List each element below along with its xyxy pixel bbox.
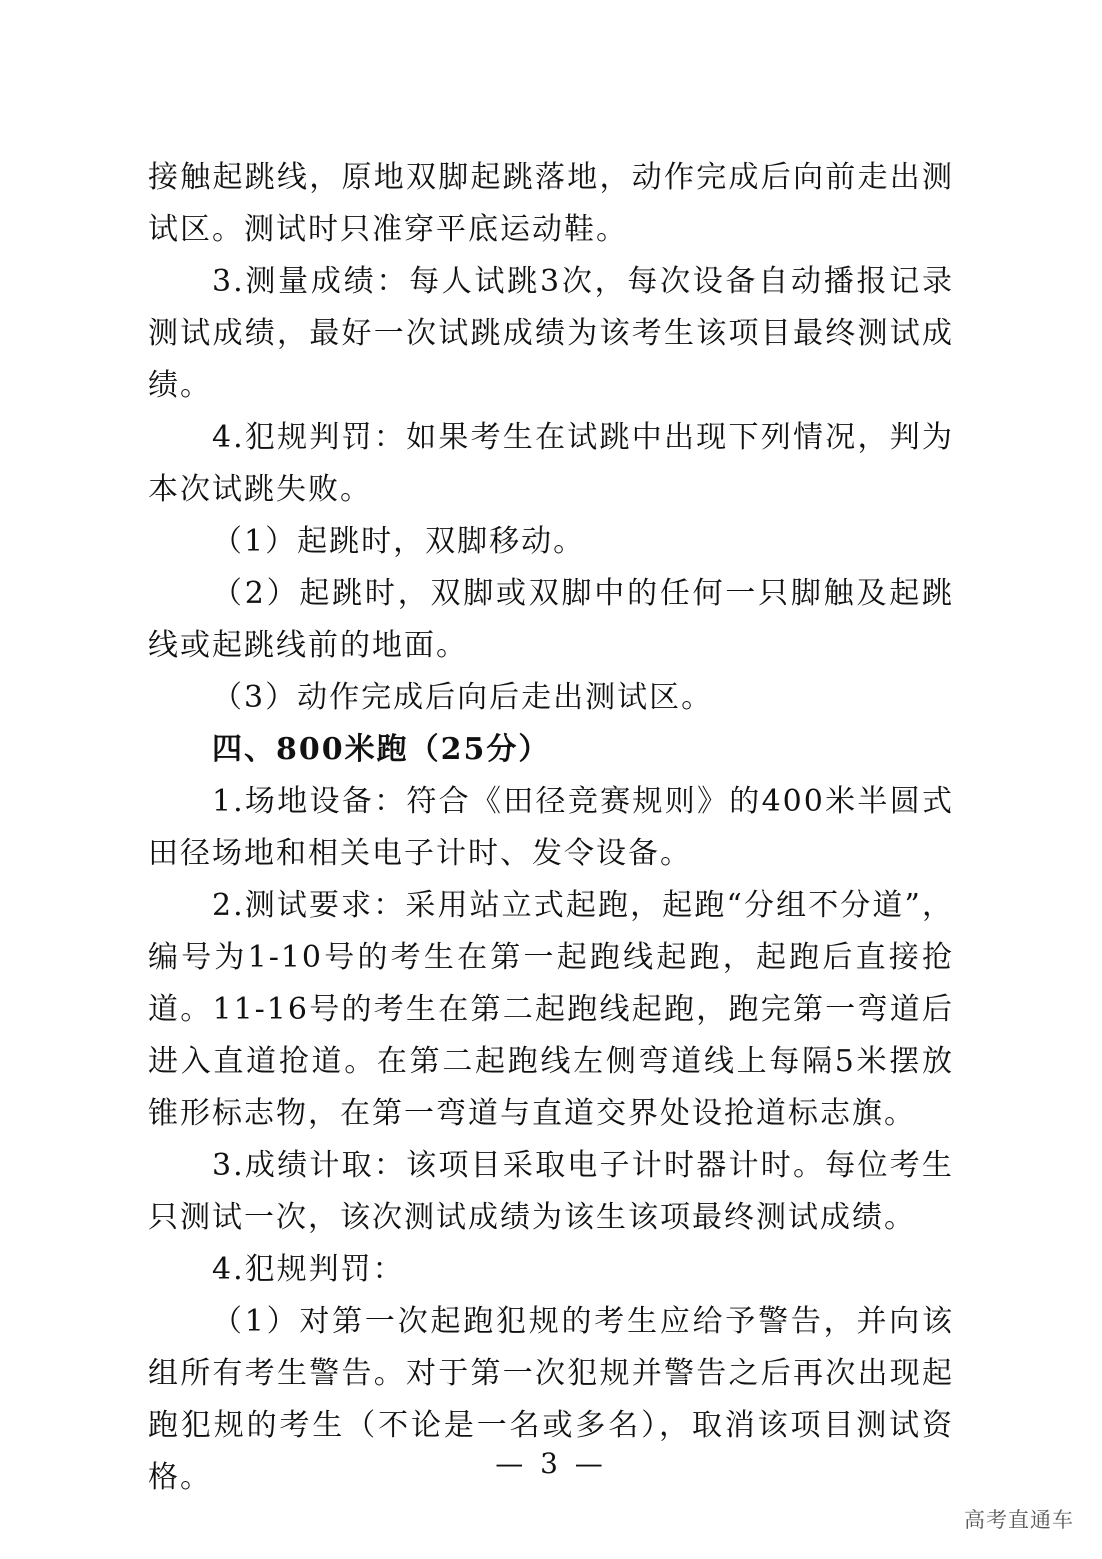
paragraph-foul-judgment: 4.犯规判罚：如果考生在试跳中出现下列情况，判为本次试跳失败。	[148, 420, 954, 507]
paragraph-score-recording: 3.成绩计取：该项目采取电子计时器计时。每位考生只测试一次，该次测试成绩为该生该项最终测试成绩。	[148, 1148, 954, 1235]
paragraph-test-requirements: 2.测试要求：采用站立式起跑，起跑“分组不分道”，编号为1-10号的考生在第一起跑线起跑，起跑后直接抢道。11-16号的考生在第二起跑线起跑，跑完第一弯道后进入直道抢道。在第二起跑线左侧弯道线上每隔5米摆放锥形标志物，在第一弯道与直道交界处设抢道标志旗。	[148, 888, 954, 1131]
paragraph-continuation: 接触起跳线，原地双脚起跳落地，动作完成后向前走出测试区。测试时只准穿平底运动鞋。	[148, 160, 954, 247]
page-number: — 3 —	[495, 1447, 607, 1480]
foul-item-start-warning: （1）对第一次起跑犯规的考生应给予警告，并向该组所有考生警告。对于第一次犯规并警告之后再次出现起跑犯规的考生（不论是一名或多名），取消该项目测试资格。	[148, 1304, 954, 1495]
section-heading-800m: 四、800米跑（25分）	[212, 732, 551, 767]
foul-item-3: （3）动作完成后向后走出测试区。	[212, 680, 714, 715]
foul-item-1: （1）起跳时，双脚移动。	[212, 524, 586, 559]
document-body	[148, 152, 954, 1504]
paragraph-venue-equipment: 1.场地设备：符合《田径竞赛规则》的400米半圆式田径场地和相关电子计时、发令设备。	[148, 784, 954, 871]
paragraph-measure-score: 3.测量成绩：每人试跳3次，每次设备自动播报记录测试成绩，最好一次试跳成绩为该考生该项目最终测试成绩。	[148, 264, 954, 403]
watermark-text: 高考直通车	[964, 1508, 1074, 1532]
paragraph-foul-heading: 4.犯规判罚：	[212, 1252, 405, 1287]
foul-item-2: （2）起跳时，双脚或双脚中的任何一只脚触及起跳线或起跳线前的地面。	[148, 576, 954, 663]
